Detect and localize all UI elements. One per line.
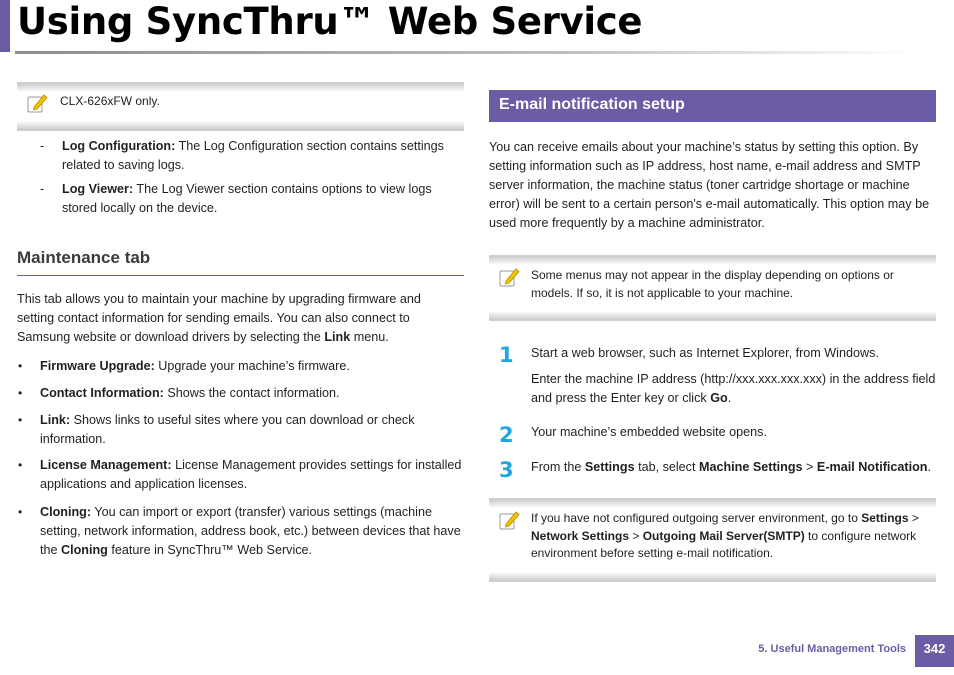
bullet-link xyxy=(40,411,440,449)
page-number: 342 xyxy=(915,635,954,667)
settings-tab-name: Settings xyxy=(584,460,635,474)
note-text-model: CLX-626xFW only. xyxy=(60,94,160,108)
bullet-mark: • xyxy=(18,458,23,472)
intro-text-end: menu. xyxy=(350,330,389,344)
step-number-1: 1 xyxy=(499,343,514,367)
email-notification-heading: E-mail notification setup xyxy=(489,90,936,122)
log-configuration-label: Log Configuration: xyxy=(62,139,176,153)
email-intro: You can receive emails about your machine’s status by setting this option. By setting information such as IP address, host name, e-mail address and SMTP server information, the machine status (toner cartridge shortage or machine error) will be sent to a certain person's e-mail automatically. This option may be used more frequently by a machine administrator. xyxy=(489,140,930,230)
list-dash: - xyxy=(40,139,45,153)
step-3-text-b: tab, select xyxy=(634,460,699,474)
note-separator: > xyxy=(908,511,919,525)
section-underline xyxy=(17,275,464,276)
list-dash: - xyxy=(40,182,45,196)
bullet-label: Link: xyxy=(40,413,71,427)
bullet-text-end: feature in SyncThru™ Web Service. xyxy=(107,543,313,557)
maintenance-tab-heading: Maintenance tab xyxy=(17,248,151,267)
note-text-server xyxy=(531,510,931,563)
note-separator: > xyxy=(629,528,643,543)
bullet-text: Shows links to useful sites where you can download or check information. xyxy=(40,413,415,446)
bullet-cloning xyxy=(40,503,464,560)
note-pencil-icon xyxy=(26,92,48,114)
step-3-separator: > xyxy=(802,460,817,474)
note-server-text-a: If you have not configured outgoing server environment, go to xyxy=(531,511,862,525)
bullet-label: License Management: xyxy=(40,458,172,472)
bullet-mark: • xyxy=(18,359,23,373)
note-pencil-icon xyxy=(498,266,520,288)
settings-name: Settings xyxy=(861,511,909,525)
log-configuration-item xyxy=(62,137,462,175)
step-3-text-a: From the xyxy=(531,460,585,474)
outgoing-mail-server-name: Outgoing Mail Server(SMTP) xyxy=(642,528,805,543)
note-text-menus: Some menus may not appear in the display depending on options or models. If so, it is not applicable to your machine. xyxy=(531,268,894,300)
bullet-label: Firmware Upgrade: xyxy=(40,359,155,373)
step-1-detail-text: Enter the machine IP address (http://xxx.xxx.xxx.xxx) in the address field and press the Enter key or click xyxy=(531,372,936,405)
bullet-text: Shows the contact information. xyxy=(163,386,340,400)
email-notification-name: E-mail Notification xyxy=(816,460,928,474)
log-viewer-label: Log Viewer: xyxy=(62,182,134,196)
step-1-detail xyxy=(531,370,939,408)
bullet-mark: • xyxy=(18,413,23,427)
bullet-license-management xyxy=(40,456,464,494)
bullet-firmware-upgrade xyxy=(40,357,464,376)
page-title: Using SyncThru™ Web Service xyxy=(17,0,643,43)
link-menu-name: Link xyxy=(324,330,351,344)
bullet-mark: • xyxy=(18,386,23,400)
bullet-label: Contact Information: xyxy=(40,386,164,400)
step-number-2: 2 xyxy=(499,423,514,447)
step-3-end: . xyxy=(927,460,931,474)
title-accent-bar xyxy=(0,0,10,52)
network-settings-name: Network Settings xyxy=(531,528,630,543)
intro-text: This tab allows you to maintain your machine by upgrading firmware and setting contact information for sending emails. You can also connect to Samsung website or download drivers by selecting the xyxy=(17,292,421,344)
log-viewer-text: The Log Viewer section contains options to view logs stored locally on the device. xyxy=(62,182,432,215)
go-button-name: Go xyxy=(710,391,728,405)
bullet-text: License Management provides settings for installed applications and application licenses. xyxy=(40,458,462,491)
maintenance-intro xyxy=(17,290,457,347)
step-3-text xyxy=(531,458,939,477)
machine-settings-name: Machine Settings xyxy=(698,460,803,474)
log-configuration-text: The Log Configuration section contains settings related to saving logs. xyxy=(62,139,444,172)
step-number-3: 3 xyxy=(499,458,514,482)
bullet-label: Cloning: xyxy=(40,505,92,519)
bullet-contact-information xyxy=(40,384,464,403)
note-server-text-b: to configure network environment before setting e-mail notification. xyxy=(531,528,917,560)
step-1-detail-end: . xyxy=(727,391,732,405)
note-pencil-icon xyxy=(498,509,520,531)
bullet-text: You can import or export (transfer) various settings (machine setting, network information, address book, etc.) between devices that have the xyxy=(40,505,461,557)
step-2-text: Your machine’s embedded website opens. xyxy=(531,425,767,439)
step-1-text: Start a web browser, such as Internet Explorer, from Windows. xyxy=(531,346,879,360)
cloning-feature-name: Cloning xyxy=(61,543,108,557)
bullet-mark: • xyxy=(18,505,23,519)
log-viewer-item xyxy=(62,180,462,218)
footer-chapter: 5. Useful Management Tools xyxy=(758,643,906,655)
bullet-text: Upgrade your machine’s firmware. xyxy=(154,359,350,373)
title-underline xyxy=(15,51,915,54)
